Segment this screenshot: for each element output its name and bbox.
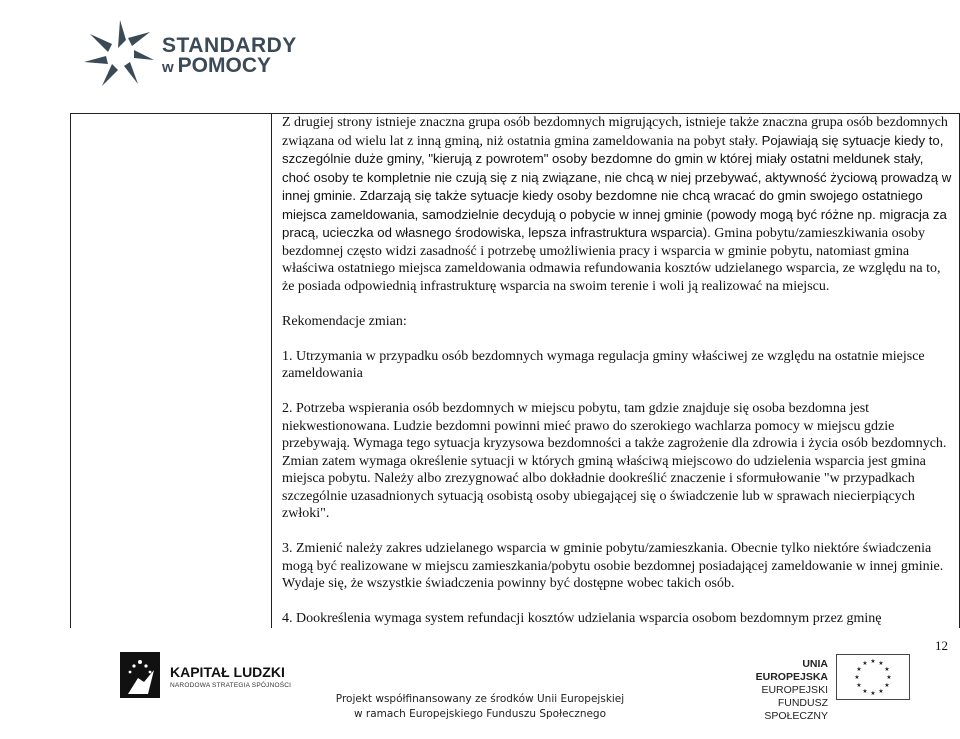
svg-text:★: ★ <box>856 682 862 689</box>
recommendations-heading: Rekomendacje zmian: <box>282 313 407 329</box>
svg-text:★: ★ <box>886 674 892 681</box>
logo-wordmark <box>162 36 297 78</box>
logo-line2: POMOCY <box>177 54 272 77</box>
svg-text:★: ★ <box>878 688 884 695</box>
kl-title: KAPITAŁ LUDZKI <box>170 664 285 680</box>
svg-text:★: ★ <box>884 682 890 689</box>
footer-line1: Projekt współfinansowany ze środków Unii Europejskiej <box>335 693 625 705</box>
svg-text:★: ★ <box>862 660 868 667</box>
svg-text:★: ★ <box>870 690 876 697</box>
star-mark-icon <box>80 18 158 90</box>
recommendation-2: 2. Potrzeba wspierania osób bezdomnych w miejscu pobytu, tam gdzie znajduje się osoba bezdomna jest niekwestionowana. Ludzie bezdomni powinni mieć prawo do szerokiego wachlarza pomocy w miejscu gdzie przebywają. Wymaga tego sytuacja kryzysowa bezdomności a także zagrożenie dla zdrowia i życia osób bezdomnych. Zmian zatem wymaga określenie sytuacji w których gminą właściwą miejscowo do udzielenia wsparcia jest gmina miejsca pobytu. Należy albo zrezygnować albo dokładnie dookreślić znaczenie i sformułowanie "w przypadkach szczególnie uzasadnionych sytuacją osobistą osoby ubiegającej się o świadczenie lub w sprawach niecierpiących zwłoki". <box>282 401 947 521</box>
svg-text:★: ★ <box>854 674 860 681</box>
left-empty-column <box>71 114 272 628</box>
svg-text:★: ★ <box>878 660 884 667</box>
paragraph-intro <box>282 114 952 295</box>
footer-line2: w ramach Europejskiego Funduszu Społecznego <box>353 708 607 720</box>
kl-subtitle: NARODOWA STRATEGIA SPÓJNOŚCI <box>170 682 292 689</box>
svg-text:★: ★ <box>856 666 862 673</box>
para1-part3: Gmina pobytu/zamieszkiwania osoby bezdomnej często widzi zasadność i potrzebę umożliwienia pracy i wsparcia w gminie pobytu, natomiast gmina właściwa ostatniego miejsca zameldowania odmawia refundowania kosztów udzielanego wsparcia, ze względu na to, że posiada odpowiednią infrastrukturę wsparcia na swoim terenie i woli ją realizować na miejscu. <box>282 226 941 294</box>
eu-line1: UNIA EUROPEJSKA <box>755 658 828 683</box>
eu-line2: EUROPEJSKI <box>761 684 828 696</box>
standardy-w-pomocy-logo <box>80 18 300 98</box>
content-table <box>70 113 960 628</box>
recommendation-4: 4. Dookreślenia wymaga system refundacji kosztów udzielania wsparcia osobom bezdomnym przez gminę <box>282 611 882 626</box>
para1-part1: Z drugiej strony istnieje znaczna grupa osób bezdomnych migrujących, istnieje także znaczna grupa osób bezdomnych związana od wielu lat z inną gminą, niż ostatnia gmina zameldowania na pobyt stały. <box>282 115 948 149</box>
logo-w: w <box>162 59 174 76</box>
page-number: 12 <box>935 638 948 653</box>
para1-part2: Pojawiają się sytuacje kiedy to, szczególnie duże gminy, "kierują z powrotem" osoby bezdomne do gmin w której miały ostatni meldunek stały, choć osoby te kompletnie nie czują się z nią związane, nie chcą w niej przebywać, aktywność życiową prowadzą w innej gminie. Zdarzają się także sytuacje kiedy osoby bezdomne nie chcą wracać do gmin swojego ostatniego miejsca zameldowania, samodzielnie decydują o pobycie w innej gminie (powody mogą być różne np. migracja za pracą, ucieczka od własnego środowiska, lepsza infrastruktura wsparcia). <box>282 132 952 240</box>
svg-text:★: ★ <box>884 666 890 673</box>
logo-line1: STANDARDY <box>162 34 297 57</box>
recommendation-3: 3. Zmienić należy zakres udzielanego wsparcia w gminie pobytu/zamieszkania. Obecnie tylko niektóre świadczenia mogą być realizowane w miejscu zamieszkania/pobytu osobie bezdomnej posiadającej zameldowanie w innej gminie. Wydaje się, że wszystkie świadczenia powinny być dostępne wobec takich osób. <box>282 541 944 591</box>
svg-text:★: ★ <box>862 688 868 695</box>
content-cell <box>282 114 952 628</box>
svg-text:★: ★ <box>870 658 876 665</box>
eu-line3: FUNDUSZ SPOŁECZNY <box>764 697 828 722</box>
recommendation-1: 1. Utrzymania w przypadku osób bezdomnych wymaga regulacja gminy właściwej ze względu na ostatnie miejsce zameldowania <box>282 348 925 381</box>
